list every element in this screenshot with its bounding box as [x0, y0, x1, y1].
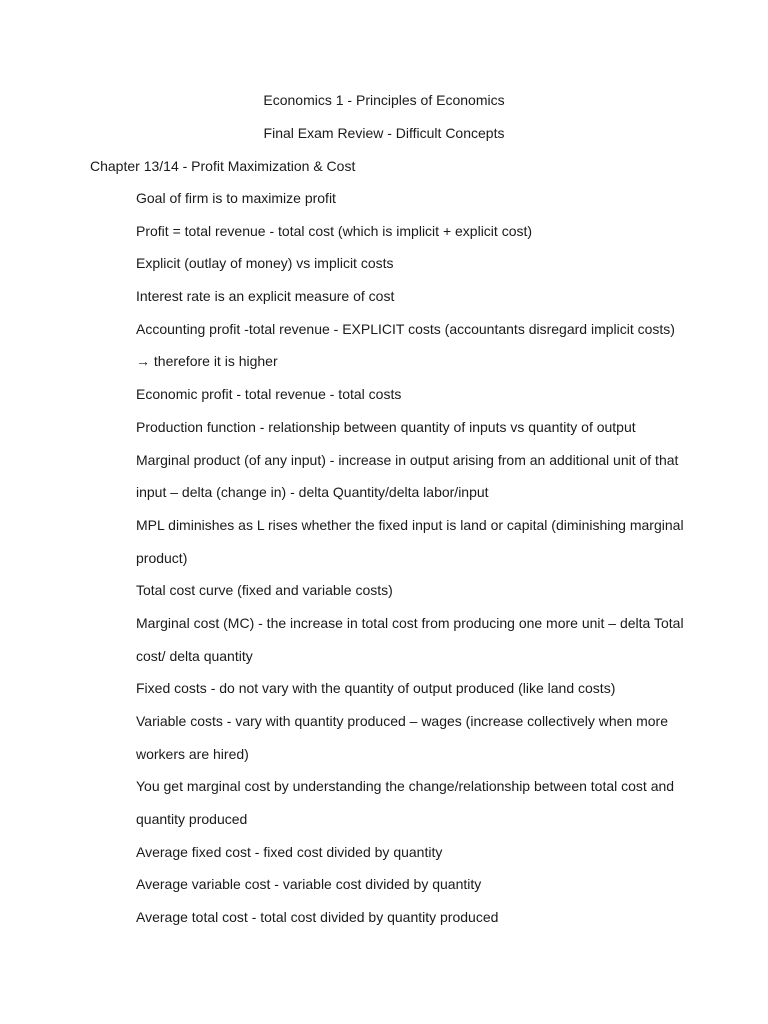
note-line: MPL diminishes as L rises whether the fixed input is land or capital (diminishing marginal [136, 516, 684, 533]
note-line: Average variable cost - variable cost divided by quantity [136, 876, 482, 893]
note-line: quantity produced [136, 811, 248, 828]
note-line: input – delta (change in) - delta Quantity/delta labor/input [136, 484, 489, 501]
note-line: → therefore it is higher [136, 353, 278, 370]
note-line: product) [136, 549, 188, 566]
note-line: Total cost curve (fixed and variable costs) [136, 582, 393, 599]
note-line: Economic profit - total revenue - total costs [136, 386, 402, 403]
notes-list [136, 188, 696, 940]
note-line: Average fixed cost - fixed cost divided by quantity [136, 843, 443, 860]
note-line: Interest rate is an explicit measure of cost [136, 288, 395, 305]
note-line: Accounting profit -total revenue - EXPLICIT costs (accountants disregard implicit costs) [136, 320, 675, 337]
note-line: Variable costs - vary with quantity produced – wages (increase collectively when more [136, 713, 668, 729]
note-line: Marginal cost (MC) - the increase in total cost from producing one more unit – delta Total [136, 614, 684, 631]
note-line: workers are hired) [136, 745, 249, 762]
note-line: Profit = total revenue - total cost (which is implicit + explicit cost) [136, 222, 533, 239]
note-line: cost/ delta quantity [136, 647, 253, 664]
note-line: Production function - relationship between quantity of inputs vs quantity of output [136, 418, 636, 435]
note-line: Explicit (outlay of money) vs implicit costs [136, 255, 394, 272]
note-line: Goal of firm is to maximize profit [136, 190, 336, 206]
note-line: Marginal product (of any input) - increase in output arising from an additional unit of that [136, 451, 679, 468]
document-subtitle: Final Exam Review - Difficult Concepts [263, 125, 505, 141]
note-line: Fixed costs - do not vary with the quantity of output produced (like land costs) [136, 680, 616, 697]
note-line: Average total cost - total cost divided by quantity produced [136, 909, 499, 926]
document-title: Economics 1 - Principles of Economics [263, 92, 505, 108]
chapter-heading: Chapter 13/14 - Profit Maximization & Cost [90, 158, 356, 174]
note-line: You get marginal cost by understanding the change/relationship between total cost and [136, 778, 675, 795]
